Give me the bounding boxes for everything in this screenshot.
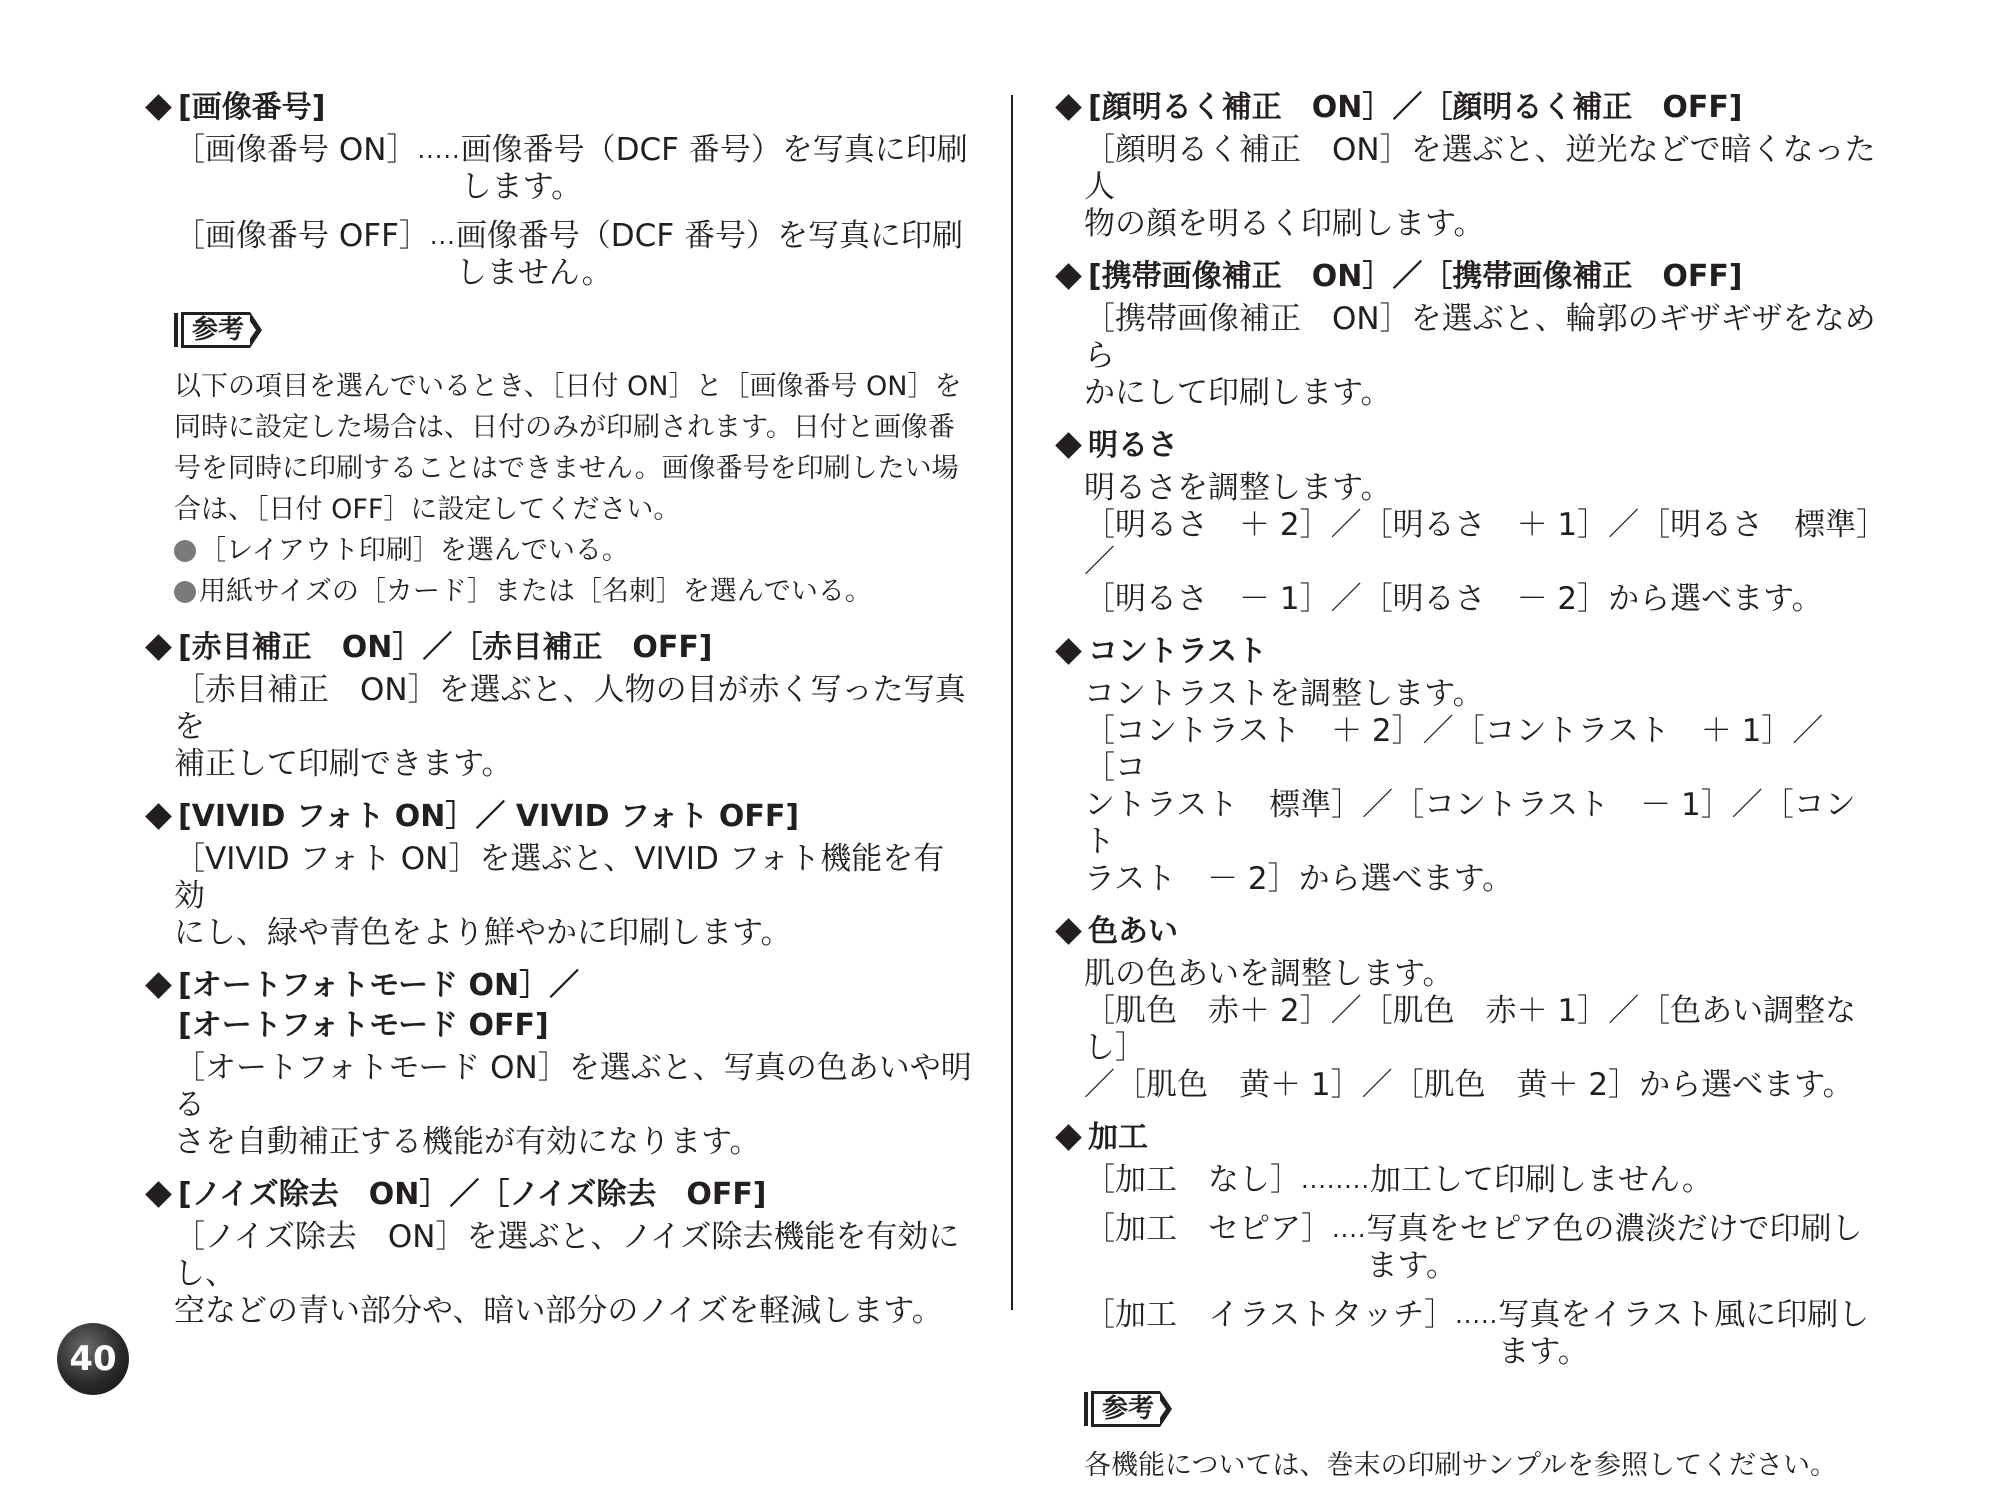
reference-badge: 参考	[1084, 1391, 1172, 1427]
heading-red-eye: [赤目補正 ON］／［赤目補正 OFF]	[145, 628, 975, 668]
definition-effect-none: ［加工 なし］ ........ 加工して印刷しません。	[1084, 1162, 1713, 1198]
section-vivid: [VIVID フォト ON］／ VIVID フォト OFF] ［VIVID フォト ON］を選ぶと、VIVID フォト機能を有効 にし、緑や青色をより鮮やかに印刷します。	[145, 797, 975, 952]
heading-vivid: [VIVID フォト ON］／ VIVID フォト OFF]	[145, 797, 975, 837]
section-mobile: [携帯画像補正 ON］／［携帯画像補正 OFF] ［携帯画像補正 ON］を選ぶと、輪郭のギザギザをなめら かにして印刷します。	[1055, 257, 1885, 412]
reference-note: 以下の項目を選んでいるとき、［日付 ON］と［画像番号 ON］を 同時に設定した場合は、日付のみが印刷されます。日付と画像番 号を同時に印刷することはできません。画像番号を印刷したい場 合は、［日付 OFF］に設定してください。	[174, 371, 962, 525]
heading-contrast: コントラスト	[1055, 632, 1885, 672]
diamond-icon	[145, 803, 172, 830]
heading-face: [顔明るく補正 ON］／［顔明るく補正 OFF]	[1055, 88, 1885, 128]
section-effect	[1055, 1118, 1885, 1371]
section-image-number	[145, 88, 975, 292]
heading-image-number: [画像番号]	[145, 88, 975, 128]
diamond-icon	[145, 972, 172, 999]
bullet-icon	[174, 540, 196, 562]
section-auto-photo: [オートフォトモード ON］／ [オートフォトモード OFF] ［オートフォトモード ON］を選ぶと、写真の色あいや明る さを自動補正する機能が有効になります。	[145, 966, 975, 1161]
diamond-icon	[1055, 263, 1082, 290]
heading-brightness: 明るさ	[1055, 426, 1885, 466]
heading-effect: 加工	[1055, 1118, 1885, 1158]
definition-effect-illustration: ［加工 イラストタッチ］ ..... 写真をイラスト風に印刷します。	[1084, 1297, 1870, 1370]
reference-badge: 参考	[174, 312, 262, 348]
diamond-icon	[1055, 94, 1082, 121]
section-red-eye: [赤目補正 ON］／［赤目補正 OFF] ［赤目補正 ON］を選ぶと、人物の目が赤く写った写真を 補正して印刷できます。	[145, 628, 975, 783]
heading-mobile: [携帯画像補正 ON］／［携帯画像補正 OFF]	[1055, 257, 1885, 297]
diamond-icon	[1055, 918, 1082, 945]
left-column	[145, 88, 975, 1344]
column-divider	[1011, 95, 1013, 1310]
reference-note: 各機能については、巻末の印刷サンプルを参照してください。	[1084, 1450, 1838, 1481]
heading-noise: [ノイズ除去 ON］／［ノイズ除去 OFF]	[145, 1175, 975, 1215]
note-bullet: 用紙サイズの［カード］または［名刺］を選んでいる。	[174, 571, 975, 612]
page-number: 40	[57, 1323, 129, 1395]
arrow-icon	[1160, 1391, 1172, 1427]
definition-image-number-off: ［画像番号 OFF］ ... 画像番号（DCF 番号）を写真に印刷しません。	[174, 218, 964, 291]
right-column	[1055, 88, 1885, 1486]
diamond-icon	[1055, 432, 1082, 459]
heading-hue: 色あい	[1055, 912, 1885, 952]
bullet-icon	[174, 581, 196, 603]
diamond-icon	[145, 634, 172, 661]
definition-effect-sepia: ［加工 セピア］ .... 写真をセピア色の濃淡だけで印刷します。	[1084, 1211, 1863, 1284]
diamond-icon	[1055, 638, 1082, 665]
heading-auto-photo: [オートフォトモード ON］／ [オートフォトモード OFF]	[145, 966, 975, 1046]
definition-image-number-on: ［画像番号 ON］ ..... 画像番号（DCF 番号）を写真に印刷します。	[174, 132, 968, 205]
section-contrast: コントラスト コントラストを調整します。 ［コントラスト ＋ 2］／［コントラスト ＋ 1］／［コ ントラスト 標準］／［コントラスト － 1］／［コント ラスト － 2］から選べます。	[1055, 632, 1885, 898]
arrow-icon	[250, 312, 262, 348]
diamond-icon	[1055, 1124, 1082, 1151]
section-face: [顔明るく補正 ON］／［顔明るく補正 OFF] ［顔明るく補正 ON］を選ぶと、逆光などで暗くなった人 物の顔を明るく印刷します。	[1055, 88, 1885, 243]
note-bullet: ［レイアウト印刷］を選んでいる。	[174, 530, 975, 571]
section-brightness: 明るさ 明るさを調整します。 ［明るさ ＋ 2］／［明るさ ＋ 1］／［明るさ 標準］／ ［明るさ － 1］／［明るさ － 2］から選べます。	[1055, 426, 1885, 618]
diamond-icon	[145, 94, 172, 121]
section-noise: [ノイズ除去 ON］／［ノイズ除去 OFF] ［ノイズ除去 ON］を選ぶと、ノイズ除去機能を有効にし、 空などの青い部分や、暗い部分のノイズを軽減します。	[145, 1175, 975, 1330]
diamond-icon	[145, 1181, 172, 1208]
section-hue: 色あい 肌の色あいを調整します。 ［肌色 赤＋ 2］／［肌色 赤＋ 1］／［色あい調整なし］ ／［肌色 黄＋ 1］／［肌色 黄＋ 2］から選べます。	[1055, 912, 1885, 1104]
